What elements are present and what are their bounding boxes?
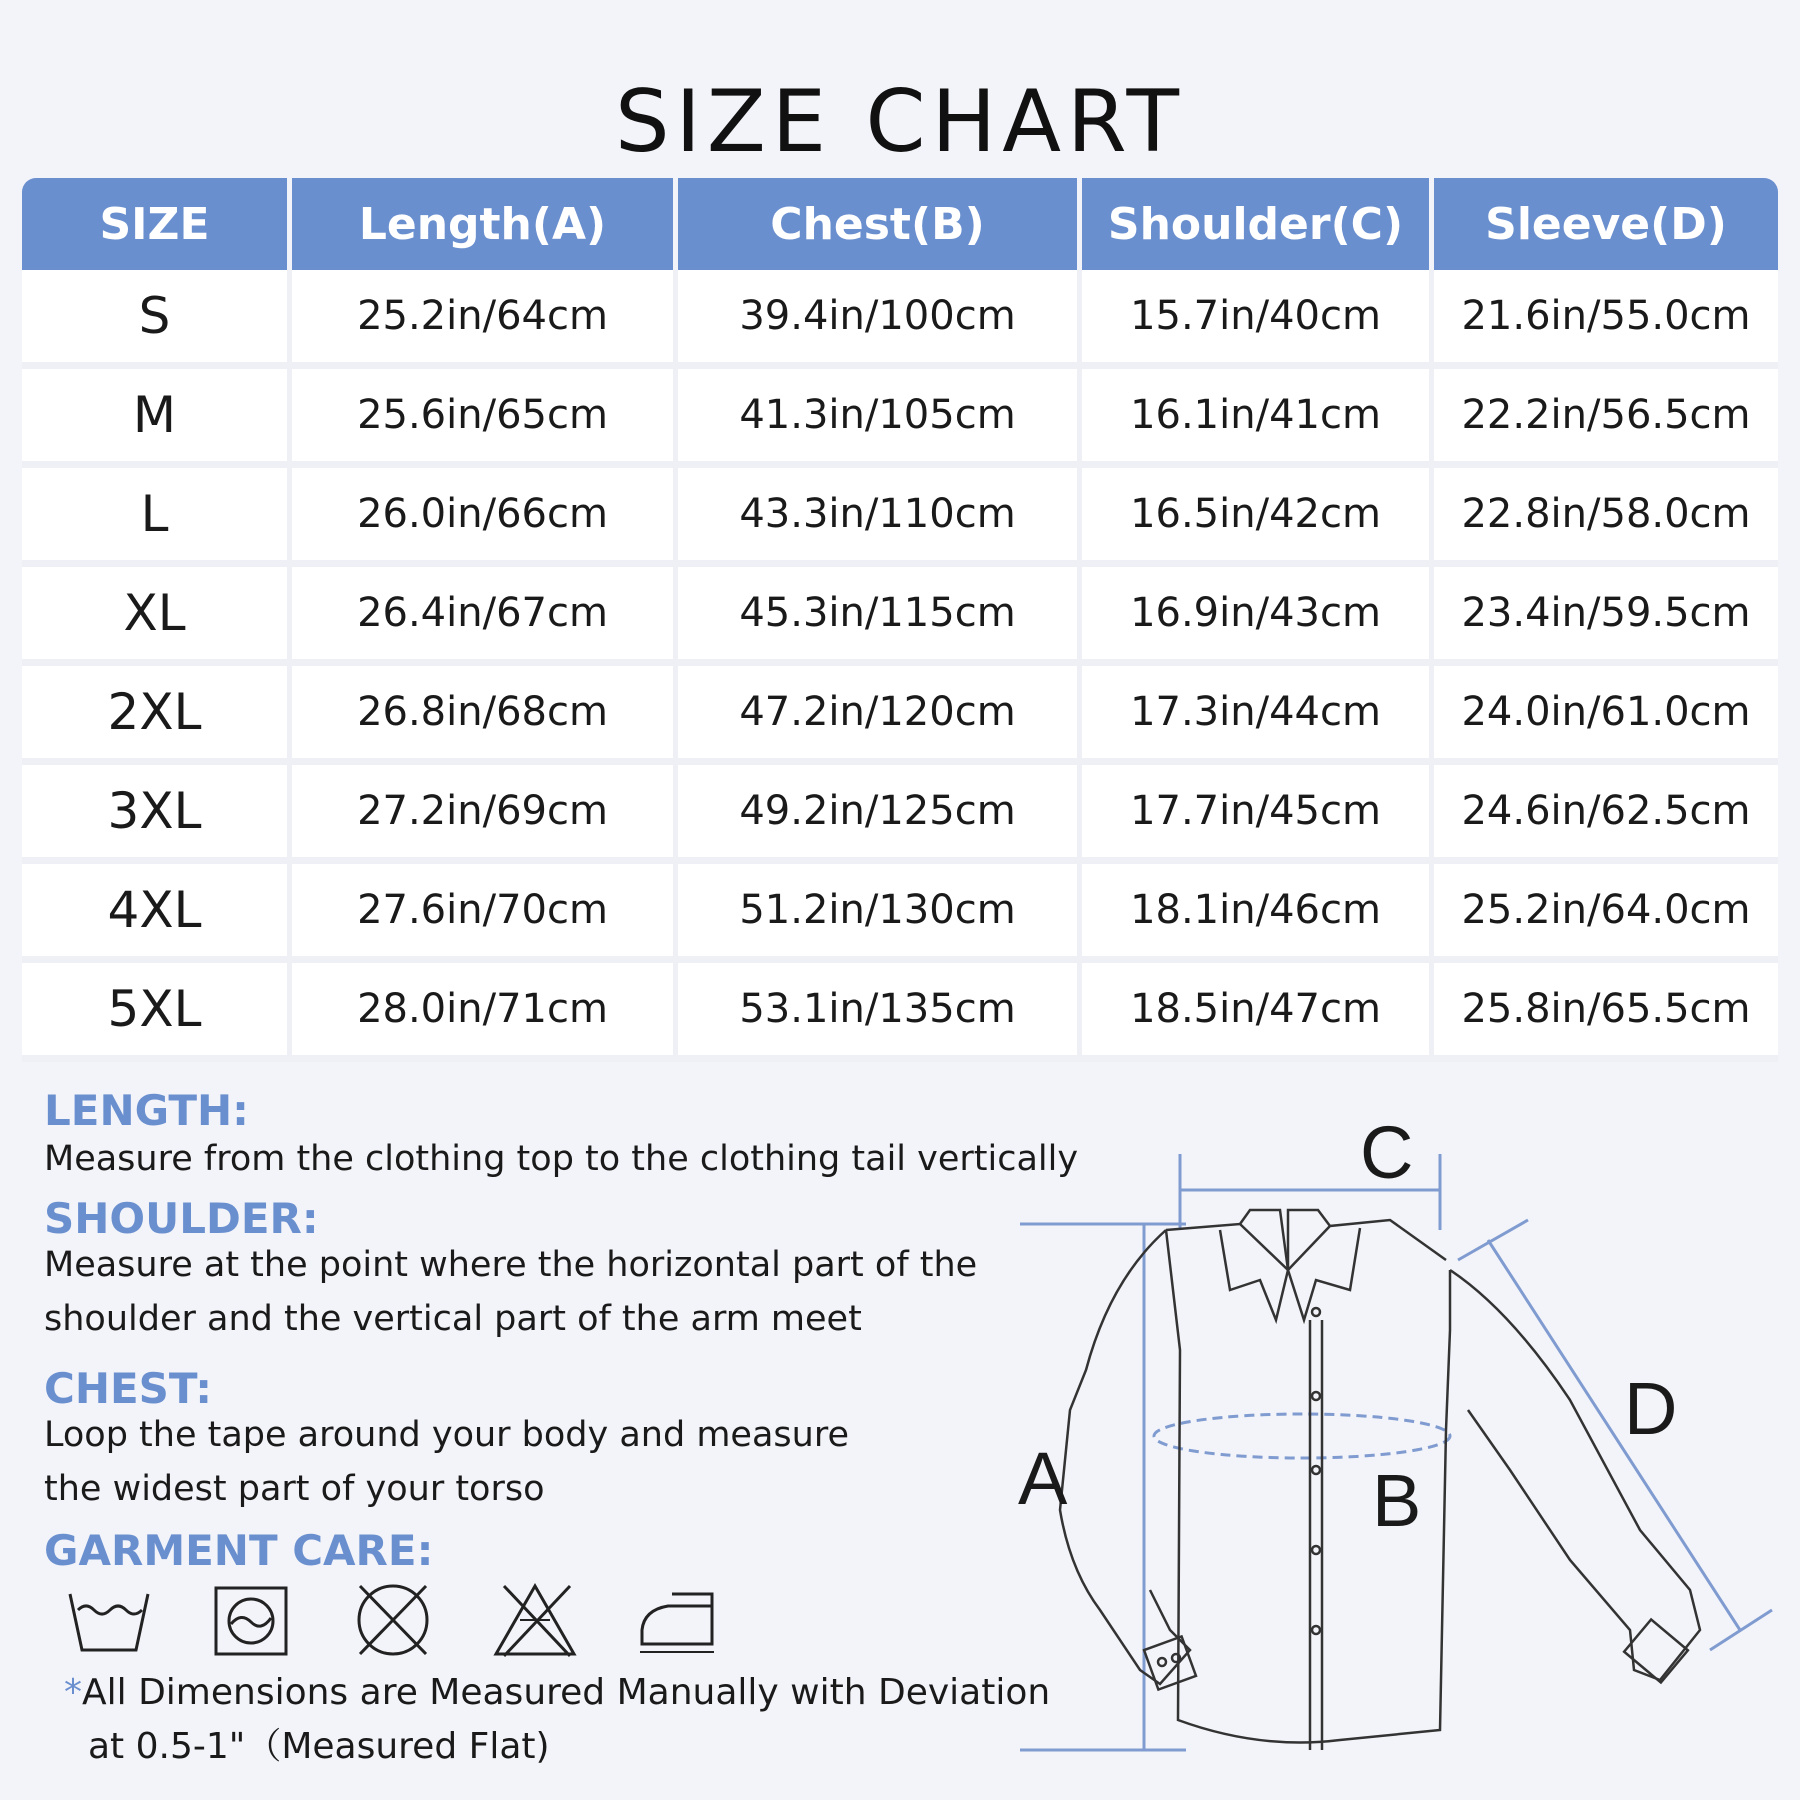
table-row <box>22 666 1778 765</box>
chest-cell: 53.1in/135cm <box>678 963 1082 1062</box>
diagram-label-d: D <box>1624 1367 1678 1450</box>
note-line2: at 0.5-1"（Measured Flat) <box>88 1726 550 1767</box>
shoulder-cell: 18.1in/46cm <box>1082 864 1434 963</box>
chest-text-line2: the widest part of your torso <box>44 1469 545 1509</box>
note-asterisk: * <box>64 1672 82 1713</box>
size-cell: 2XL <box>22 666 292 765</box>
size-table <box>22 178 1778 1062</box>
length-cell: 25.2in/64cm <box>292 270 678 369</box>
size-cell: S <box>22 270 292 369</box>
table-row <box>22 864 1778 963</box>
chest-heading: CHEST: <box>44 1364 213 1413</box>
shoulder-cell: 17.7in/45cm <box>1082 765 1434 864</box>
diagram-label-c: C <box>1360 1111 1414 1194</box>
shoulder-cell: 15.7in/40cm <box>1082 270 1434 369</box>
sleeve-cell: 24.6in/62.5cm <box>1434 765 1778 864</box>
shoulder-cell: 16.9in/43cm <box>1082 567 1434 666</box>
shoulder-cell: 18.5in/47cm <box>1082 963 1434 1062</box>
sleeve-cell: 21.6in/55.0cm <box>1434 270 1778 369</box>
size-cell: L <box>22 468 292 567</box>
diagram-label-b: B <box>1372 1459 1422 1542</box>
measurement-note <box>64 1666 1050 1774</box>
header-shoulder: Shoulder(C) <box>1082 178 1434 270</box>
chest-text-line1: Loop the tape around your body and measure <box>44 1415 849 1455</box>
do-not-dry-clean-icon <box>348 1580 438 1660</box>
size-cell: 3XL <box>22 765 292 864</box>
table-row <box>22 369 1778 468</box>
shoulder-cell: 17.3in/44cm <box>1082 666 1434 765</box>
shoulder-cell: 16.5in/42cm <box>1082 468 1434 567</box>
header-sleeve: Sleeve(D) <box>1434 178 1778 270</box>
length-cell: 26.4in/67cm <box>292 567 678 666</box>
shoulder-heading: SHOULDER: <box>44 1194 319 1243</box>
chest-cell: 49.2in/125cm <box>678 765 1082 864</box>
header-length: Length(A) <box>292 178 678 270</box>
chest-cell: 45.3in/115cm <box>678 567 1082 666</box>
garment-care-heading: GARMENT CARE: <box>44 1526 434 1575</box>
sleeve-cell: 24.0in/61.0cm <box>1434 666 1778 765</box>
do-not-bleach-icon <box>490 1580 580 1660</box>
sleeve-cell: 25.2in/64.0cm <box>1434 864 1778 963</box>
table-header-row <box>22 178 1778 270</box>
note-line1: All Dimensions are Measured Manually with Deviation <box>82 1672 1051 1713</box>
table-row <box>22 963 1778 1062</box>
size-cell: M <box>22 369 292 468</box>
chest-cell: 51.2in/130cm <box>678 864 1082 963</box>
chest-cell: 43.3in/110cm <box>678 468 1082 567</box>
table-row <box>22 765 1778 864</box>
length-cell: 26.8in/68cm <box>292 666 678 765</box>
size-cell: XL <box>22 567 292 666</box>
length-cell: 28.0in/71cm <box>292 963 678 1062</box>
chest-cell: 39.4in/100cm <box>678 270 1082 369</box>
shoulder-text-line1: Measure at the point where the horizontal part of the <box>44 1245 978 1285</box>
chest-cell: 47.2in/120cm <box>678 666 1082 765</box>
size-cell: 5XL <box>22 963 292 1062</box>
table-row <box>22 567 1778 666</box>
length-cell: 25.6in/65cm <box>292 369 678 468</box>
shoulder-cell: 16.1in/41cm <box>1082 369 1434 468</box>
header-size: SIZE <box>22 178 292 270</box>
sleeve-cell: 22.2in/56.5cm <box>1434 369 1778 468</box>
sleeve-cell: 22.8in/58.0cm <box>1434 468 1778 567</box>
size-table-container <box>22 178 1778 1062</box>
shoulder-text-line2: shoulder and the vertical part of the arm meet <box>44 1299 862 1339</box>
length-cell: 26.0in/66cm <box>292 468 678 567</box>
size-cell: 4XL <box>22 864 292 963</box>
table-row <box>22 468 1778 567</box>
table-row <box>22 270 1778 369</box>
diagram-label-a: A <box>1018 1437 1068 1520</box>
page-title: SIZE CHART <box>614 72 1186 172</box>
tumble-dry-icon <box>206 1580 296 1660</box>
length-heading: LENGTH: <box>44 1086 249 1135</box>
sleeve-cell: 25.8in/65.5cm <box>1434 963 1778 1062</box>
length-cell: 27.6in/70cm <box>292 864 678 963</box>
chest-cell: 41.3in/105cm <box>678 369 1082 468</box>
length-text: Measure from the clothing top to the clothing tail vertically <box>44 1139 1079 1179</box>
header-chest: Chest(B) <box>678 178 1082 270</box>
sleeve-cell: 23.4in/59.5cm <box>1434 567 1778 666</box>
length-cell: 27.2in/69cm <box>292 765 678 864</box>
wash-tub-icon <box>64 1580 154 1660</box>
care-icons <box>64 1580 722 1660</box>
iron-icon <box>632 1580 722 1660</box>
